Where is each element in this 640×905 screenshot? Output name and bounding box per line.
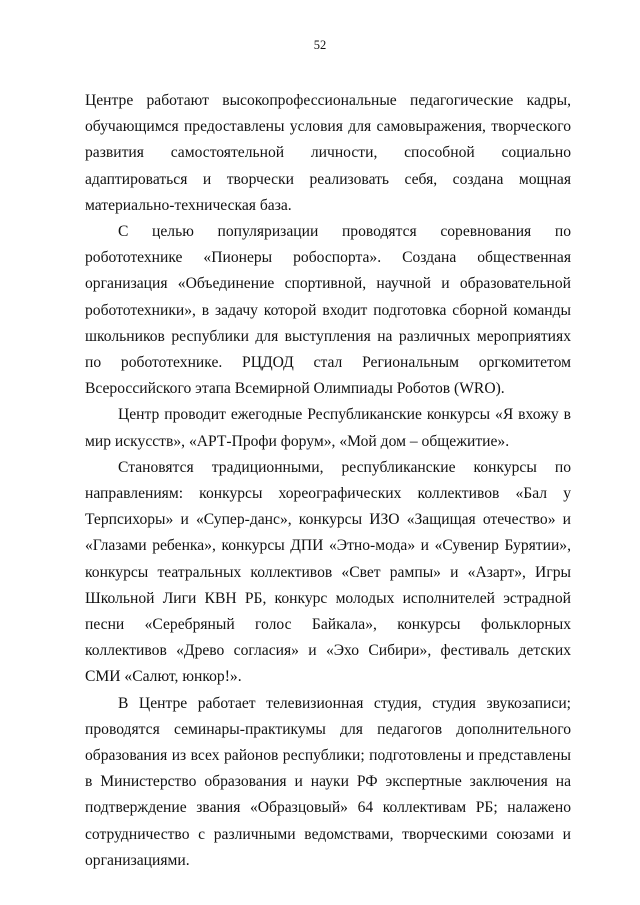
paragraph-center-staff: Центре работают высокопрофессиональные педагогические кадры, обучающимся предоставлены условия для самовыражения, творческого развития самостоятельной личности, способной социально адаптироваться и творчески реализовать себя, создана мощная материально-техническая база.: [85, 92, 571, 214]
paragraph-annual-contests: Центр проводит ежегодные Республиканские конкурсы «Я вхожу в мир искусств», «АРТ-Профи форум», «Мой дом – общежитие».: [85, 406, 571, 450]
paragraph-traditional-contests: Становятся традиционными, республиканские конкурсы по направлениям: конкурсы хореографических коллективов «Бал у Терпсихоры» и «Супер-данс», конкурсы ИЗО «Защищая отечество» и «Глазами ребенка», конкурсы ДПИ «Этно-мода» и «Сувенир Бурятии», конкурсы театральных коллективов «Свет рампы» и «Азарт», Игры Школьной Лиги КВН РБ, конкурс молодых исполнителей эстрадной песни «Серебряный голос Байкала», конкурсы фольклорных коллективов «Древо согласия» и «Эхо Сибири», фестиваль детских СМИ «Салют, юнкор!».: [85, 458, 571, 686]
paragraph-robotics: С целью популяризации проводятся соревнования по робототехнике «Пионеры робоспорта». Создана общественная организация «Объединение спортивной, научной и образовательной робототехники», в задачу которой входит подготовка сборной команды школьников республики для выступления на различных мероприятиях по робототехнике. РЦДОД стал Региональным оргкомитетом Всероссийского этапа Всемирной Олимпиады Роботов (WRO).: [85, 223, 571, 398]
body-text: [85, 88, 571, 874]
paragraph-tv-studio: В Центре работает телевизионная студия, студия звукозаписи; проводятся семинары-практикумы для педагогов дополнительного образования из всех районов республики; подготовлены и представлены в Министерство образования и науки РФ экспертные заключения на подтверждение звания «Образцовый» 64 коллективам РБ; налажено сотрудничество с различными ведомствами, творческими союзами и организациями.: [85, 694, 571, 869]
page-number: 52: [313, 38, 327, 52]
